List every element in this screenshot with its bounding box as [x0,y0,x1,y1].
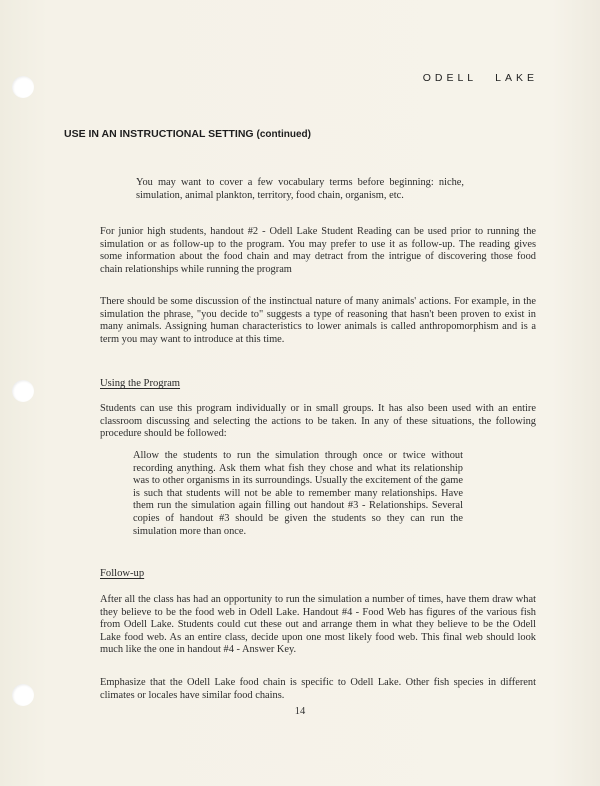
punch-hole-middle [12,380,34,402]
punch-hole-top [12,76,34,98]
punch-hole-bottom [12,684,34,706]
section-heading-continued: (continued) [256,129,311,140]
running-header [423,72,538,84]
header-title-left: ODELL [422,72,478,84]
using-program-intro: Students can use this program individually or in small groups. It has also been used with an entire classroom discussing and selecting the actions to be taken. In any of these situations, the following procedure should be followed: [100,403,536,440]
junior-high-paragraph: For junior high students, handout #2 - Odell Lake Student Reading can be used prior to running the simulation or as follow-up to the program. You may prefer to use it as follow-up. The reading gives some information about the food chain and may detract from the intrigue of discovering those food chain relationships while running the program [100,226,536,275]
page-number: 14 [294,706,306,717]
procedure-paragraph: Allow the students to run the simulation through once or twice without recording anything. Ask them what fish they chose and what its relationship was to other organisms in its surroundings. Usually the excitement of the game is such that students will not be able to remember many relationships. Have them run the simulation again filling out handout #3 - Relationships. Several copies of handout #3 should be given the students so they can run the simulation more than once. [133,450,463,537]
using-program-heading: Using the Program [100,378,181,389]
header-title-right: LAKE [495,72,538,84]
emphasize-paragraph: Emphasize that the Odell Lake food chain is specific to Odell Lake. Other fish species in different climates or locales have similar food chains. [100,677,536,701]
vocabulary-paragraph: You may want to cover a few vocabulary terms before beginning: niche, simulation, animal plankton, territory, food chain, organism, etc. [136,177,464,201]
follow-up-heading: Follow-up [100,568,145,579]
section-heading-text: USE IN AN INSTRUCTIONAL SETTING [64,128,254,140]
follow-up-paragraph: After all the class has had an opportunity to run the simulation a number of times, have them draw what they believe to be the food web in Odell Lake. Handout #4 - Food Web has figures of the various fish from Odell Lake. Students could cut these out and arrange them in what they believe to be the Odell Lake food web. As an entire class, decide upon one most likely food web. This final web should look much like the one in handout #4 - Answer Key. [100,594,536,656]
section-heading [64,128,311,140]
instinctual-paragraph: There should be some discussion of the instinctual nature of many animals' actions. For example, in the simulation the phrase, "you decide to" suggests a type of reasoning that hasn't been proven to exist in many animals. Assigning human characteristics to lower animals is called anthropomorphism and is a term you may want to introduce at this time. [100,296,536,345]
